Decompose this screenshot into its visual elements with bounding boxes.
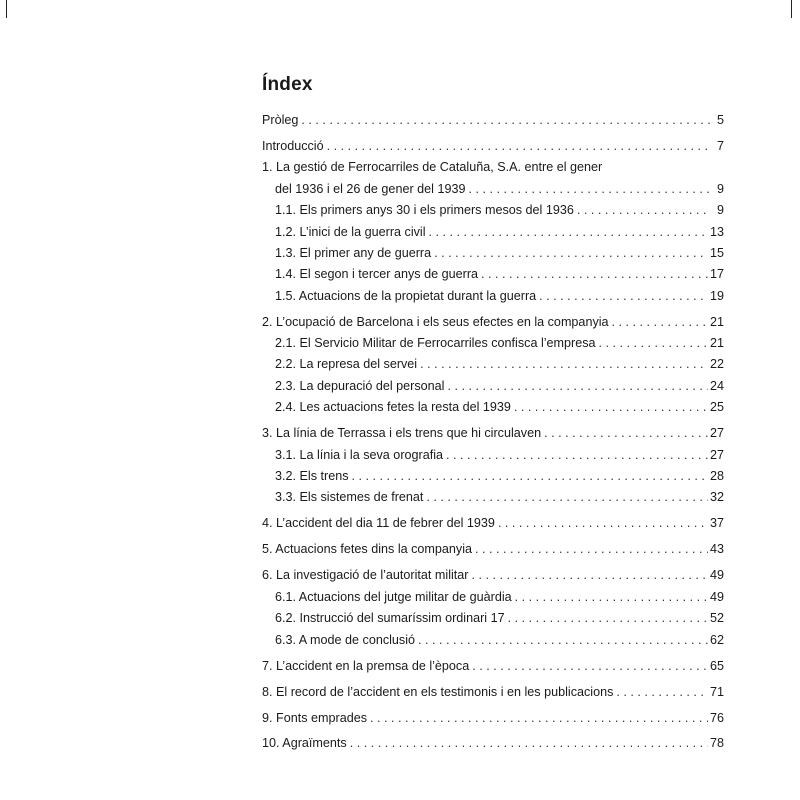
toc-entry-page: 19 — [709, 288, 724, 303]
dot-leader — [544, 423, 708, 444]
toc-entry-chapter-1-line-1: 1. La gestió de Ferrocarriles de Cataluña, S.A. entre el gener — [262, 160, 603, 175]
toc-entry-page: 24 — [709, 378, 724, 393]
toc-entry-page: 37 — [709, 516, 724, 531]
toc-entry-6-1 — [262, 587, 724, 608]
table-of-contents — [262, 74, 724, 755]
toc-entry-page: 15 — [709, 245, 724, 260]
dot-leader — [475, 539, 708, 560]
dot-leader — [599, 333, 708, 354]
toc-entry-page: 78 — [709, 736, 724, 751]
crop-mark-top-right — [791, 0, 792, 18]
toc-entry-title: 6.3. A mode de conclusió — [275, 632, 416, 647]
toc-entry-introduccio — [262, 136, 724, 157]
toc-entry-page: 13 — [709, 224, 724, 239]
toc-entry-page: 25 — [709, 400, 724, 415]
toc-entry-title: 2.2. La represa del servei — [275, 357, 418, 372]
dot-leader — [498, 513, 708, 534]
dot-leader — [370, 708, 708, 729]
dot-leader — [514, 397, 708, 418]
dot-leader — [539, 286, 708, 307]
toc-entry-proleg — [262, 110, 724, 131]
dot-leader — [426, 487, 708, 508]
toc-entry-title: 2.4. Les actuacions fetes la resta del 1939 — [275, 400, 511, 415]
toc-entry-page: 7 — [716, 138, 724, 153]
toc-entry-2-3 — [262, 376, 724, 397]
toc-entry-page: 27 — [709, 426, 724, 441]
toc-entry-6-2 — [262, 608, 724, 629]
toc-entry-page: 65 — [709, 658, 724, 673]
toc-entry-chapter-9 — [262, 708, 724, 729]
toc-entry-page: 32 — [709, 490, 724, 505]
dot-leader — [418, 630, 708, 651]
toc-entry-3-3 — [262, 487, 724, 508]
page-title: Índex — [262, 74, 313, 95]
dot-leader — [420, 354, 708, 375]
toc-entry-page: 28 — [709, 469, 724, 484]
dot-leader — [352, 466, 708, 487]
toc-entry-page: 76 — [709, 710, 724, 725]
toc-entry-page: 71 — [709, 684, 724, 699]
toc-entry-page: 22 — [709, 357, 724, 372]
toc-entry-chapter-2 — [262, 312, 724, 333]
toc-entry-title: 5. Actuacions fetes dins la companyia — [262, 542, 473, 557]
toc-entry-title: 6. La investigació de l’autoritat militar — [262, 568, 469, 583]
toc-entry-page: 17 — [709, 267, 724, 282]
toc-entry-page: 9 — [716, 181, 724, 196]
dot-leader — [447, 376, 708, 397]
toc-entry-1-1 — [262, 200, 724, 221]
dot-leader — [472, 565, 708, 586]
crop-mark-top-left — [6, 0, 7, 18]
dot-leader — [612, 312, 708, 333]
toc-entry-3-1 — [262, 445, 724, 466]
toc-entry-title: 2. L’ocupació de Barcelona i els seus efectes en la companyia — [262, 314, 609, 329]
toc-entry-title: del 1936 i el 26 de gener del 1939 — [275, 181, 466, 196]
toc-entry-page: 49 — [709, 568, 724, 583]
toc-entry-chapter-10 — [262, 733, 724, 754]
toc-entry-title: 7. L’accident en la premsa de l’època — [262, 658, 470, 673]
dot-leader — [446, 445, 708, 466]
toc-entry-chapter-3 — [262, 423, 724, 444]
toc-entry-title: 4. L’accident del dia 11 de febrer del 1939 — [262, 516, 495, 531]
toc-entry-1-5 — [262, 286, 724, 307]
toc-entry-page: 62 — [709, 632, 724, 647]
dot-leader — [350, 733, 708, 754]
toc-entry-chapter-5 — [262, 539, 724, 560]
dot-leader — [472, 656, 708, 677]
toc-entry-title: 6.2. Instrucció del sumaríssim ordinari 17 — [275, 611, 505, 626]
toc-entry-chapter-6 — [262, 565, 724, 586]
toc-entry-title: 3.1. La línia i la seva orografia — [275, 447, 444, 462]
toc-entry-title: 3.2. Els trens — [275, 469, 349, 484]
toc-entry-page: 21 — [709, 314, 724, 329]
toc-entry-title: 3.3. Els sistemes de frenat — [275, 490, 424, 505]
toc-entry-2-1 — [262, 333, 724, 354]
toc-entry-title: 3. La línia de Terrassa i els trens que hi circulaven — [262, 426, 542, 441]
toc-entry-6-3 — [262, 630, 724, 651]
toc-entry-title: 2.1. El Servicio Militar de Ferrocarriles confisca l’empresa — [275, 336, 596, 351]
toc-entry-title: Pròleg — [262, 113, 299, 127]
dot-leader — [508, 608, 708, 629]
toc-entry-1-4 — [262, 264, 724, 285]
toc-entry-title: 1.5. Actuacions de la propietat durant la guerra — [275, 288, 537, 303]
toc-entry-title: 1.4. El segon i tercer anys de guerra — [275, 267, 479, 282]
dot-leader — [434, 243, 708, 264]
toc-entry-title: 10. Agraïments — [262, 736, 347, 751]
dot-leader — [468, 179, 710, 200]
toc-entry-page: 9 — [716, 203, 724, 218]
toc-entry-title: 1.3. El primer any de guerra — [275, 245, 432, 260]
toc-entry-1-3 — [262, 243, 724, 264]
toc-entry-1-2 — [262, 222, 724, 243]
toc-entry-3-2 — [262, 466, 724, 487]
toc-entry-chapter-8 — [262, 682, 724, 703]
dot-leader — [301, 110, 710, 131]
toc-entry-chapter-7 — [262, 656, 724, 677]
toc-entry-title: 1.2. L’inici de la guerra civil — [275, 224, 426, 239]
dot-leader — [327, 136, 710, 157]
toc-entry-page: 21 — [709, 336, 724, 351]
toc-entry-title: Introducció — [262, 138, 324, 153]
toc-entry-page: 49 — [709, 589, 724, 604]
toc-entry-page: 5 — [716, 113, 724, 127]
toc-entry-page: 52 — [709, 611, 724, 626]
toc-entry-page: 27 — [709, 447, 724, 462]
toc-entry-page: 43 — [709, 542, 724, 557]
toc-entry-title: 9. Fonts emprades — [262, 710, 367, 725]
toc-entry-title: 8. El record de l’accident en els testimonis i en les publicacions — [262, 684, 614, 699]
toc-entry-title: 2.3. La depuració del personal — [275, 378, 445, 393]
dot-leader — [577, 200, 710, 221]
dot-leader — [429, 222, 708, 243]
dot-leader — [616, 682, 708, 703]
dot-leader — [481, 264, 708, 285]
toc-entry-2-4 — [262, 397, 724, 418]
toc-entry-chapter-4 — [262, 513, 724, 534]
toc-entry-chapter-1 — [262, 179, 724, 200]
toc-entry-2-2 — [262, 354, 724, 375]
toc-entry-title: 6.1. Actuacions del jutge militar de guàrdia — [275, 589, 512, 604]
dot-leader — [515, 587, 708, 608]
toc-entry-title: 1.1. Els primers anys 30 i els primers mesos del 1936 — [275, 203, 574, 218]
